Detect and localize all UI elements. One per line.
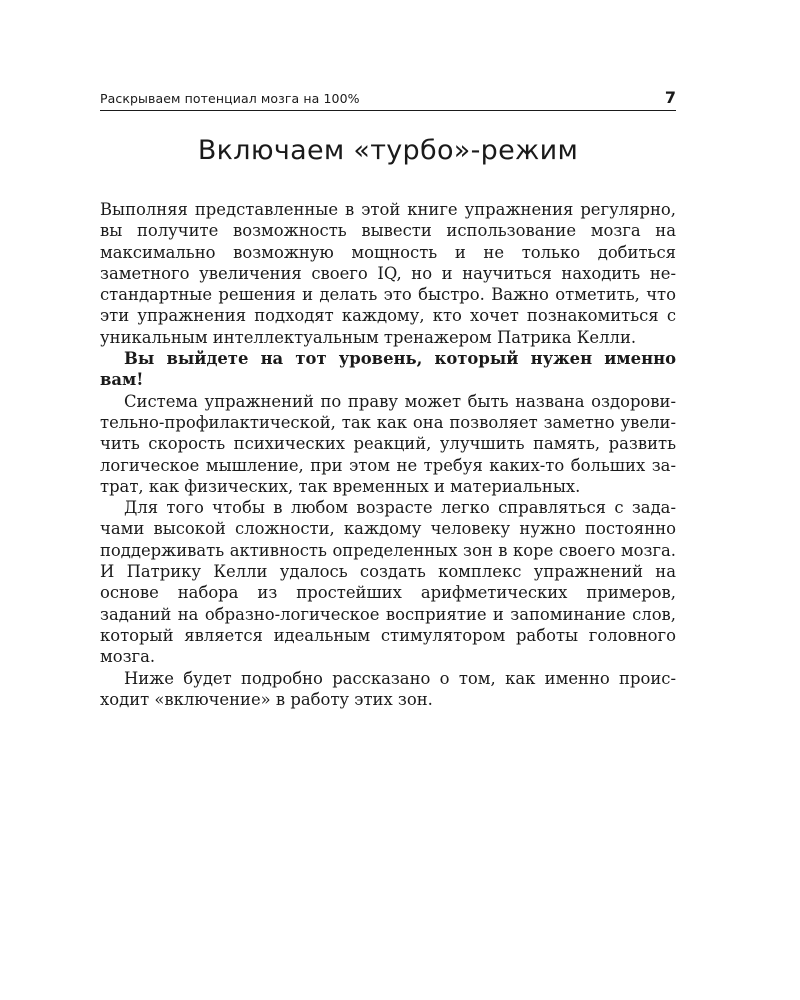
paragraph: Ниже будет подробно рассказано о том, как именно происходит «включение» в работу этих зон. <box>100 668 676 709</box>
body-text <box>100 199 676 710</box>
page-number: 7 <box>664 88 676 107</box>
running-title: Раскрываем потенциал мозга на 100% <box>100 91 360 106</box>
book-page <box>100 0 676 1000</box>
running-header <box>100 88 676 111</box>
paragraph: Выполняя представленные в этой книге упражнения регулярно, вы получите возможность вывести использование мозга на максимально возможную мощность и не только добиться заметного увеличения своего IQ, но и научиться находить нестандартные решения и делать это быстро. Важно отметить, что эти упражнения подходят каждому, кто хочет познакомиться с уникальным интеллектуальным тренажером Патрика Келли. <box>100 200 676 347</box>
paragraph: Система упражнений по праву может быть названа оздоровительно-профилактической, так как она позволяет заметно увеличить скорость психических реакций, улучшить память, развить логическое мышление, при этом не требуя каких-то больших затрат, как физических, так временных и материальных. <box>100 391 676 496</box>
paragraph: Для того чтобы в любом возрасте легко справляться с задачами высокой сложности, каждому человеку нужно постоянно поддерживать активность определенных зон в коре своего мозга. И Патрику Келли удалось создать комплекс упражнений на основе набора из простейших арифметических примеров, заданий на образно-логическое восприятие и запоминание слов, который является идеальным стимулятором работы головного мозга. <box>100 498 676 667</box>
chapter-title: Включаем «турбо»-режим <box>197 135 579 166</box>
emphasized-paragraph: Вы выйдете на тот уровень, который нужен именно вам! <box>100 349 676 390</box>
